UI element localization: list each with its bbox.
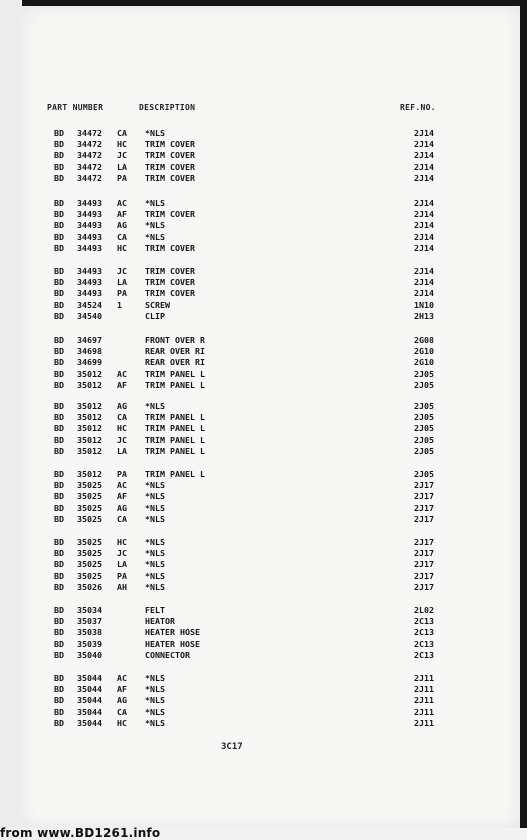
cell-description: CLIP <box>145 310 165 321</box>
cell-ref-no: 2J05 <box>414 445 434 456</box>
cell-part-number: 35025 <box>77 537 102 547</box>
cell-prefix: BD <box>54 128 64 138</box>
cell-suffix: AF <box>117 379 127 390</box>
cell-suffix: JC <box>117 266 127 276</box>
cell-description: FRONT OVER R <box>145 335 205 345</box>
cell-suffix: AG <box>117 220 127 231</box>
cell-ref-no: 2J05 <box>414 412 434 423</box>
cell-part-number: 34472 <box>77 139 102 150</box>
cell-prefix: BD <box>54 412 64 423</box>
cell-suffix: LA <box>117 161 127 172</box>
cell-ref-no: 2J11 <box>414 717 434 728</box>
cell-part-number: 35012 <box>77 379 102 390</box>
cell-description: *NLS <box>145 695 165 706</box>
cell-part-number: 35012 <box>77 368 102 379</box>
cell-description: *NLS <box>145 559 165 570</box>
cell-suffix: HC <box>117 423 127 434</box>
cell-prefix: BD <box>54 172 64 183</box>
cell-part-number: 34493 <box>77 220 102 231</box>
cell-part-number: 34472 <box>77 172 102 183</box>
cell-prefix: BD <box>54 491 64 502</box>
cell-prefix: BD <box>54 638 64 649</box>
cell-part-number: 35012 <box>77 423 102 434</box>
cell-prefix: BD <box>54 288 64 299</box>
cell-part-number: 34493 <box>77 277 102 288</box>
cell-ref-no: 2J14 <box>414 242 434 253</box>
cell-part-number: 35044 <box>77 673 102 683</box>
cell-description: HEATER HOSE <box>145 638 200 649</box>
cell-description: REAR OVER RI <box>145 357 205 368</box>
cell-ref-no: 2J17 <box>414 537 434 547</box>
cell-prefix: BD <box>54 335 64 345</box>
cell-suffix: CA <box>117 231 127 242</box>
cell-ref-no: 2H13 <box>414 310 434 321</box>
cell-ref-no: 2J14 <box>414 198 434 208</box>
cell-part-number: 35038 <box>77 627 102 638</box>
cell-prefix: BD <box>54 220 64 231</box>
cell-part-number: 35025 <box>77 570 102 581</box>
cell-description: TRIM COVER <box>145 172 195 183</box>
cell-ref-no: 2J17 <box>414 559 434 570</box>
cell-ref-no: 2J17 <box>414 480 434 491</box>
cell-suffix: JC <box>117 150 127 161</box>
cell-ref-no: 2J14 <box>414 128 434 138</box>
header-ref-no: REF.NO. <box>400 103 436 112</box>
cell-description: *NLS <box>145 231 165 242</box>
cell-description: TRIM COVER <box>145 209 195 220</box>
cell-part-number: 35037 <box>77 616 102 627</box>
cell-description: TRIM PANEL L <box>145 423 205 434</box>
cell-part-number: 35026 <box>77 581 102 592</box>
cell-description: CONNECTOR <box>145 649 190 660</box>
cell-suffix: PA <box>117 469 127 479</box>
cell-prefix: BD <box>54 627 64 638</box>
cell-suffix: AC <box>117 673 127 683</box>
cell-part-number: 34540 <box>77 310 102 321</box>
cell-description: TRIM PANEL L <box>145 412 205 423</box>
cell-prefix: BD <box>54 673 64 683</box>
cell-ref-no: 2J17 <box>414 491 434 502</box>
watermark: from www.BD1261.info <box>0 826 161 840</box>
cell-ref-no: 2J17 <box>414 502 434 513</box>
cell-prefix: BD <box>54 379 64 390</box>
cell-description: TRIM PANEL L <box>145 434 205 445</box>
cell-description: *NLS <box>145 537 165 547</box>
cell-description: *NLS <box>145 401 165 411</box>
cell-suffix: AF <box>117 491 127 502</box>
cell-part-number: 34472 <box>77 128 102 138</box>
cell-part-number: 35012 <box>77 401 102 411</box>
cell-ref-no: 2J17 <box>414 548 434 559</box>
cell-ref-no: 2J11 <box>414 706 434 717</box>
cell-prefix: BD <box>54 231 64 242</box>
cell-description: *NLS <box>145 581 165 592</box>
cell-part-number: 34472 <box>77 150 102 161</box>
cell-suffix: HC <box>117 537 127 547</box>
cell-description: REAR OVER RI <box>145 346 205 357</box>
header-part-number: PART NUMBER <box>47 103 104 112</box>
cell-suffix: LA <box>117 559 127 570</box>
cell-ref-no: 2J14 <box>414 209 434 220</box>
cell-ref-no: 2J14 <box>414 220 434 231</box>
cell-part-number: 34698 <box>77 346 102 357</box>
cell-description: FELT <box>145 605 165 615</box>
cell-ref-no: 2J14 <box>414 150 434 161</box>
left-margin-strip <box>0 0 22 828</box>
cell-description: *NLS <box>145 480 165 491</box>
page-number: 3C17 <box>221 742 243 752</box>
cell-part-number: 35025 <box>77 502 102 513</box>
cell-prefix: BD <box>54 717 64 728</box>
cell-description: TRIM PANEL L <box>145 445 205 456</box>
cell-suffix: AC <box>117 480 127 491</box>
cell-ref-no: 2J17 <box>414 581 434 592</box>
cell-ref-no: 2C13 <box>414 616 434 627</box>
cell-suffix: JC <box>117 434 127 445</box>
cell-prefix: BD <box>54 346 64 357</box>
cell-suffix: PA <box>117 570 127 581</box>
cell-description: *NLS <box>145 198 165 208</box>
cell-part-number: 35012 <box>77 412 102 423</box>
cell-ref-no: 2J14 <box>414 139 434 150</box>
cell-ref-no: 2J05 <box>414 368 434 379</box>
cell-suffix: AG <box>117 401 127 411</box>
cell-ref-no: 2G10 <box>414 357 434 368</box>
cell-suffix: AH <box>117 581 127 592</box>
cell-suffix: HC <box>117 139 127 150</box>
cell-description: TRIM PANEL L <box>145 379 205 390</box>
cell-ref-no: 2C13 <box>414 638 434 649</box>
cell-part-number: 34697 <box>77 335 102 345</box>
cell-part-number: 35012 <box>77 434 102 445</box>
cell-part-number: 35034 <box>77 605 102 615</box>
cell-suffix: HC <box>117 717 127 728</box>
cell-prefix: BD <box>54 198 64 208</box>
cell-ref-no: 2G08 <box>414 335 434 345</box>
cell-description: TRIM COVER <box>145 288 195 299</box>
cell-prefix: BD <box>54 695 64 706</box>
cell-prefix: BD <box>54 513 64 524</box>
cell-prefix: BD <box>54 581 64 592</box>
cell-suffix: PA <box>117 288 127 299</box>
cell-part-number: 35012 <box>77 445 102 456</box>
cell-ref-no: 2J17 <box>414 513 434 524</box>
cell-ref-no: 2J14 <box>414 161 434 172</box>
cell-prefix: BD <box>54 357 64 368</box>
cell-prefix: BD <box>54 706 64 717</box>
cell-part-number: 35044 <box>77 695 102 706</box>
cell-part-number: 34699 <box>77 357 102 368</box>
cell-ref-no: 1N10 <box>414 299 434 310</box>
cell-description: TRIM COVER <box>145 266 195 276</box>
cell-description: *NLS <box>145 548 165 559</box>
cell-part-number: 35044 <box>77 706 102 717</box>
cell-description: *NLS <box>145 128 165 138</box>
cell-prefix: BD <box>54 209 64 220</box>
cell-description: HEATER HOSE <box>145 627 200 638</box>
cell-ref-no: 2J14 <box>414 288 434 299</box>
cell-prefix: BD <box>54 605 64 615</box>
cell-prefix: BD <box>54 242 64 253</box>
cell-description: TRIM COVER <box>145 161 195 172</box>
cell-ref-no: 2J14 <box>414 266 434 276</box>
cell-prefix: BD <box>54 548 64 559</box>
cell-description: TRIM PANEL L <box>145 469 205 479</box>
cell-suffix: AF <box>117 684 127 695</box>
cell-description: HEATOR <box>145 616 175 627</box>
cell-ref-no: 2J05 <box>414 423 434 434</box>
cell-suffix: LA <box>117 277 127 288</box>
cell-part-number: 34493 <box>77 288 102 299</box>
cell-prefix: BD <box>54 537 64 547</box>
cell-suffix: HC <box>117 242 127 253</box>
cell-prefix: BD <box>54 150 64 161</box>
cell-ref-no: 2C13 <box>414 627 434 638</box>
cell-part-number: 35025 <box>77 559 102 570</box>
cell-part-number: 35044 <box>77 717 102 728</box>
cell-suffix: JC <box>117 548 127 559</box>
cell-description: *NLS <box>145 220 165 231</box>
cell-description: TRIM PANEL L <box>145 368 205 379</box>
cell-prefix: BD <box>54 649 64 660</box>
cell-ref-no: 2J05 <box>414 401 434 411</box>
cell-prefix: BD <box>54 684 64 695</box>
cell-part-number: 35025 <box>77 548 102 559</box>
cell-ref-no: 2L02 <box>414 605 434 615</box>
cell-prefix: BD <box>54 368 64 379</box>
cell-prefix: BD <box>54 469 64 479</box>
cell-part-number: 34493 <box>77 198 102 208</box>
cell-description: *NLS <box>145 491 165 502</box>
cell-part-number: 35012 <box>77 469 102 479</box>
cell-ref-no: 2J17 <box>414 570 434 581</box>
cell-part-number: 34524 <box>77 299 102 310</box>
cell-prefix: BD <box>54 570 64 581</box>
cell-description: *NLS <box>145 717 165 728</box>
cell-ref-no: 2J14 <box>414 277 434 288</box>
cell-suffix: AG <box>117 695 127 706</box>
cell-ref-no: 2G10 <box>414 346 434 357</box>
cell-ref-no: 2J14 <box>414 231 434 242</box>
cell-description: TRIM COVER <box>145 139 195 150</box>
cell-suffix: CA <box>117 128 127 138</box>
cell-prefix: BD <box>54 480 64 491</box>
cell-description: *NLS <box>145 502 165 513</box>
cell-part-number: 35040 <box>77 649 102 660</box>
cell-ref-no: 2J14 <box>414 172 434 183</box>
cell-description: SCREW <box>145 299 170 310</box>
cell-ref-no: 2J11 <box>414 684 434 695</box>
cell-prefix: BD <box>54 445 64 456</box>
cell-suffix: 1 <box>117 299 122 310</box>
cell-prefix: BD <box>54 401 64 411</box>
cell-ref-no: 2C13 <box>414 649 434 660</box>
cell-suffix: AG <box>117 502 127 513</box>
cell-part-number: 35039 <box>77 638 102 649</box>
cell-prefix: BD <box>54 310 64 321</box>
cell-part-number: 35044 <box>77 684 102 695</box>
cell-prefix: BD <box>54 423 64 434</box>
cell-prefix: BD <box>54 277 64 288</box>
cell-suffix: CA <box>117 706 127 717</box>
cell-suffix: AF <box>117 209 127 220</box>
cell-ref-no: 2J11 <box>414 673 434 683</box>
cell-part-number: 34493 <box>77 266 102 276</box>
cell-description: *NLS <box>145 706 165 717</box>
cell-ref-no: 2J05 <box>414 434 434 445</box>
cell-part-number: 34493 <box>77 231 102 242</box>
cell-suffix: CA <box>117 412 127 423</box>
cell-description: *NLS <box>145 684 165 695</box>
cell-prefix: BD <box>54 266 64 276</box>
cell-prefix: BD <box>54 559 64 570</box>
cell-prefix: BD <box>54 434 64 445</box>
cell-description: TRIM COVER <box>145 242 195 253</box>
cell-suffix: LA <box>117 445 127 456</box>
cell-part-number: 34472 <box>77 161 102 172</box>
header-description: DESCRIPTION <box>139 103 196 112</box>
cell-part-number: 34493 <box>77 209 102 220</box>
cell-part-number: 35025 <box>77 491 102 502</box>
cell-ref-no: 2J11 <box>414 695 434 706</box>
cell-prefix: BD <box>54 616 64 627</box>
cell-prefix: BD <box>54 161 64 172</box>
cell-part-number: 34493 <box>77 242 102 253</box>
cell-ref-no: 2J05 <box>414 469 434 479</box>
cell-prefix: BD <box>54 139 64 150</box>
cell-description: *NLS <box>145 513 165 524</box>
cell-description: *NLS <box>145 673 165 683</box>
cell-prefix: BD <box>54 299 64 310</box>
cell-description: TRIM COVER <box>145 150 195 161</box>
cell-suffix: CA <box>117 513 127 524</box>
cell-suffix: PA <box>117 172 127 183</box>
cell-part-number: 35025 <box>77 513 102 524</box>
cell-ref-no: 2J05 <box>414 379 434 390</box>
cell-description: *NLS <box>145 570 165 581</box>
cell-prefix: BD <box>54 502 64 513</box>
cell-suffix: AC <box>117 368 127 379</box>
cell-suffix: AC <box>117 198 127 208</box>
cell-part-number: 35025 <box>77 480 102 491</box>
cell-description: TRIM COVER <box>145 277 195 288</box>
